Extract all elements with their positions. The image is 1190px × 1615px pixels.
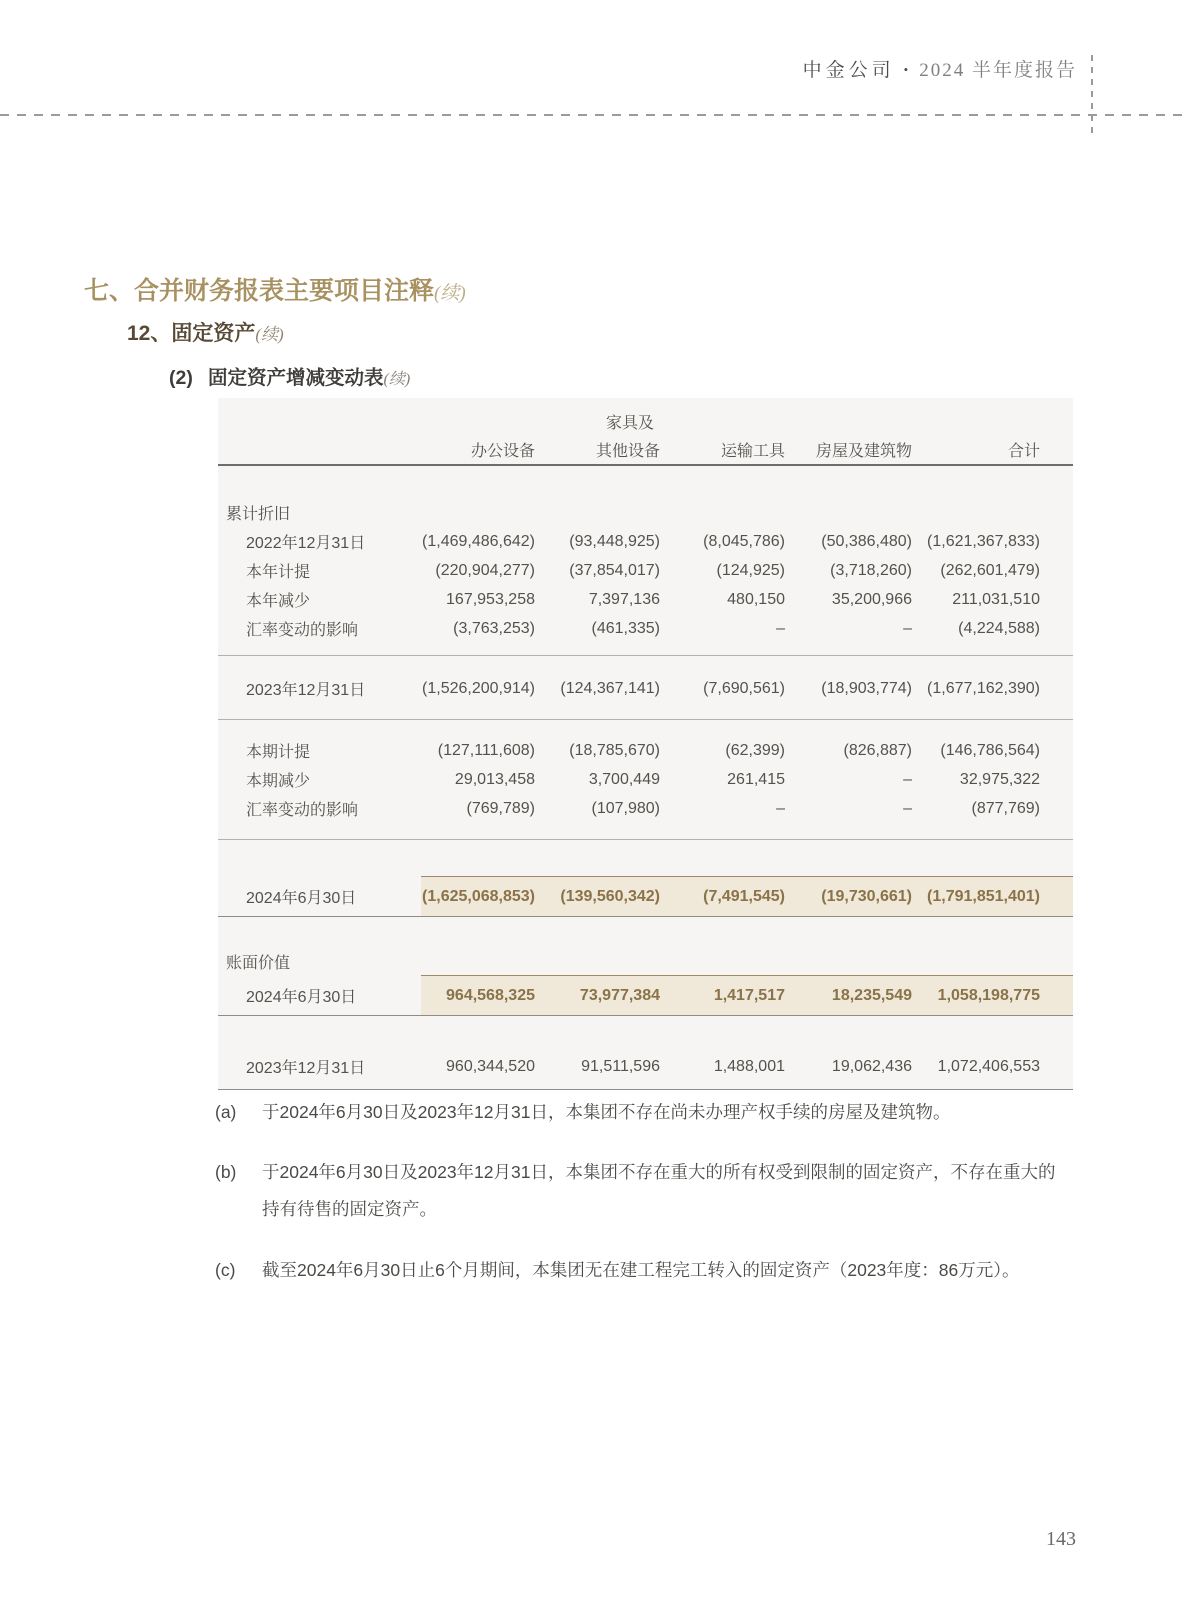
cell-value: (8,045,786) [703,532,785,550]
cell-value: 19,062,436 [831,1057,912,1075]
highlight-band [421,975,1073,1015]
row-label: 本期减少 [246,773,311,790]
column-group-header-row [218,408,1073,434]
cell-value: (139,560,342) [560,887,660,905]
cell-value: 261,415 [727,770,785,788]
cell-value: (3,718,260) [830,561,912,579]
table-header [218,398,1073,466]
cell-value: 1,072,406,553 [937,1057,1040,1075]
note-text: 于2024年6月30日及2023年12月31日，本集团不存在尚未办理产权手续的房屋及建筑物。 [262,1102,951,1122]
note-label: (a) [215,1102,237,1122]
row-label: 账面价值 [226,954,291,972]
cell-value: 211,031,510 [952,590,1040,608]
table-row [218,585,1073,614]
cell-value: (877,769) [971,799,1040,817]
note-item [215,1154,1060,1228]
cell-value: – [776,619,785,637]
cell-value: (18,785,670) [569,741,660,759]
column-header: 办公设备 [470,442,535,460]
continued-suffix: (续) [255,325,284,344]
cell-value: 73,977,384 [579,986,660,1004]
cell-value: (19,730,661) [821,887,912,905]
cell-value: (7,690,561) [703,679,785,697]
cell-value: (220,904,277) [435,561,535,579]
cell-value: (107,980) [591,799,660,817]
column-header-row [218,434,1073,464]
cell-value: (127,111,608) [437,741,535,759]
cell-value: 7,397,136 [588,590,660,608]
table-heading-number: (2) [169,367,193,389]
table-row [218,674,1073,703]
cell-value: 1,488,001 [713,1057,785,1075]
table-row [218,794,1073,823]
row-label: 本期计提 [246,744,311,761]
row-label: 本年计提 [246,564,311,581]
table-row [218,1052,1073,1081]
subsection-heading [127,317,284,347]
cell-value: 18,235,549 [831,986,912,1004]
cell-value: (3,763,253) [453,619,535,637]
row-label: 汇率变动的影响 [246,802,359,819]
cell-value: 480,150 [727,590,785,608]
cell-value: (37,854,017) [569,561,660,579]
cell-value: (262,601,479) [940,561,1040,579]
cell-value: (18,903,774) [821,679,912,697]
masthead [803,57,1077,84]
cell-value: (769,789) [466,799,535,817]
cell-value: 167,953,258 [446,590,535,608]
cell-value: 35,200,966 [831,590,912,608]
cell-value: – [776,799,785,817]
note-label: (b) [215,1162,237,1182]
table-row [218,614,1073,643]
note-text: 于2024年6月30日及2023年12月31日，本集团不存在重大的所有权受到限制的固定资产，不存在重大的持有待售的固定资产。 [262,1162,1056,1219]
cell-value: 91,511,596 [581,1057,660,1075]
column-header: 合计 [1007,442,1040,460]
cell-value: (7,491,545) [703,887,785,905]
note-label: (c) [215,1260,236,1280]
note-item [215,1094,1060,1131]
column-header: 运输工具 [720,442,785,460]
cell-value: (1,677,162,390) [927,679,1040,697]
table-row [218,736,1073,765]
cell-value: 32,975,322 [959,770,1040,788]
dashed-divider-horizontal [0,114,1190,116]
cell-value: 1,417,517 [713,986,785,1004]
highlight-band [421,876,1073,916]
table-row [218,527,1073,556]
row-label: 2024年6月30日 [246,889,357,907]
row-label: 2024年6月30日 [246,988,357,1006]
row-label: 2022年12月31日 [246,535,366,552]
cell-value: 3,700,449 [588,770,660,788]
continued-suffix: (续) [383,371,411,388]
note-text: 截至2024年6月30日止6个月期间，本集团无在建工程完工转入的固定资产（2023年度：86万元）。 [262,1260,1020,1280]
cell-value: (1,625,068,853) [422,887,535,905]
bullet-separator: • [903,62,911,77]
row-label: 汇率变动的影响 [246,622,359,639]
note-item [215,1252,1060,1289]
cell-value: (124,367,141) [560,679,660,697]
continued-suffix: (续) [434,283,466,304]
cell-value: – [903,799,912,817]
column-group-header: 家具及 [605,414,654,432]
fixed-assets-table [218,398,1073,1090]
table-row [218,556,1073,585]
cell-value: (461,335) [591,619,660,637]
cell-value: (1,791,851,401) [927,887,1040,905]
subsection-heading-text: 12、固定资产 [127,322,256,345]
column-header: 其他设备 [595,442,660,460]
table-row-highlight [218,876,1073,916]
row-label: 累计折旧 [226,506,291,523]
table-row [218,765,1073,794]
cell-value: (4,224,588) [958,619,1040,637]
cell-value: 964,568,325 [446,986,535,1004]
table-section-row [218,947,1073,975]
dashed-divider-vertical [1091,55,1093,135]
table-heading-text: 固定资产增减变动表 [208,367,384,389]
cell-value: (62,399) [725,741,785,759]
cell-value: (50,386,480) [821,532,912,550]
cell-value: (93,448,925) [569,532,660,550]
cell-value: (146,786,564) [940,741,1040,759]
cell-value: (1,621,367,833) [927,532,1040,550]
cell-value: 960,344,520 [446,1057,535,1075]
row-label: 2023年12月31日 [246,1060,366,1077]
page-number: 143 [1046,1528,1076,1550]
cell-value: – [903,770,912,788]
cell-value: 1,058,198,775 [937,986,1040,1004]
row-label: 本年减少 [246,593,311,610]
section-heading-text: 七、合并财务报表主要项目注释 [84,277,435,305]
cell-value: 29,013,458 [454,770,535,788]
cell-value: (826,887) [843,741,912,759]
column-header: 房屋及建筑物 [815,442,912,460]
cell-value: – [903,619,912,637]
table-section-row [218,498,1073,527]
cell-value: (124,925) [716,561,785,579]
cell-value: (1,526,200,914) [422,679,535,697]
table-heading [169,362,410,390]
table-row-highlight [218,975,1073,1015]
row-label: 2023年12月31日 [246,682,366,699]
table-rule [218,1089,1073,1090]
report-title: 2024 半年度报告 [919,60,1077,81]
section-heading [84,271,466,307]
company-name: 中金公司 [802,60,895,81]
cell-value: (1,469,486,642) [422,532,535,550]
